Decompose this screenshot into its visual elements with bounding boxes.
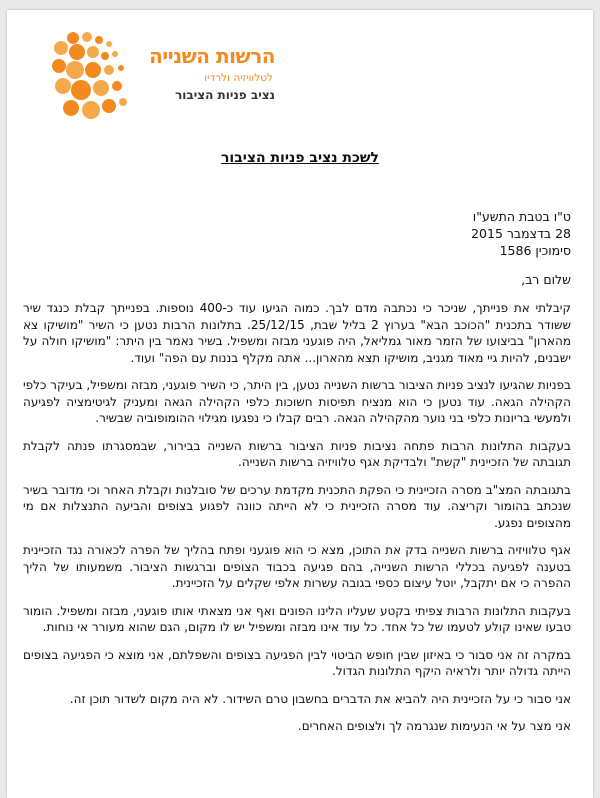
logo-tagline: נציב פניות הציבור — [175, 88, 275, 102]
paragraph: אגף טלוויזיה ברשות השנייה בדק את התוכן, מצא כי הוא פוגעני ופתח בהליך של הפרה לכאורה נגד הזכיינית בטענה לפגיעה בכללי הרשות השנייה, בהם פגיעה בכבוד הצופים וברגשות הציבור. משמעותו של הליך ההפרה כי אם יתקבל, יוטל עיצום כספי בגובה עשרות אלפי שקלים על הזכיינית. — [23, 543, 571, 590]
paragraph: קיבלתי את פנייתך, שניכר כי נכתבה מדם לבך. כמוה הגיעו עוד כ-400 נוספות. בפנייתך קבלת כנגד שיר ששודר בתכנית "הכוכב הבא" בערוץ 2 בליל שבת, 25/12/15. בתלונות הרבות נטען כי השיר "מושיקו צא מהארון" בביצועו של הזמר מאור גמליאל, היה פוגעני מבזה ומשפיל. בשיר נאמר בין היתר: "מושיקו חולה על ישבנים, להיות גיי מאוד מגניב, מושיקו תצא מהארון... אתה מקלף בננות עם הפה" ועוד. — [23, 301, 571, 365]
second-authority-logo — [51, 30, 275, 122]
letter-page — [7, 10, 593, 798]
paragraph: במקרה זה אני סבור כי באיזון שבין חופש הביטוי לבין הפגיעה בצופים והשפלתם, אני מוצא כי הפגיעה בצופים הייתה גדולה יותר ולראיה היקף התלונות הגדול. — [23, 647, 571, 678]
paragraph: בפניות שהגיעו לנציב פניות הציבור ברשות השנייה נטען, בין היתר, כי השיר פוגעני, מבזה ומשפיל, בעיקר כלפי הקהילה הגאה. עוד נטען כי הוא מנציח תפיסות חשוכות כלפי הקהילה הגאה ומעניק לגיטימציה לפגיעה ולמעשי בריונות כלפי בני נוער מהקהילה הגאה. רבים קבלו כי נפגעו מגילוי ההומופוביה שבשיר. — [23, 378, 571, 425]
greeting: שלום רב, — [521, 272, 571, 287]
paragraph: בעקבות התלונות הרבות פתחה נציבות פניות הציבור ברשות השנייה בבירור, שבמסגרתו פנתה לקבלת תגובתה של הזכיינית "קשת" ולבדיקת אגף טלוויזיה ברשות השנייה. — [23, 438, 571, 469]
reference-number: סימוכין 1586 — [499, 243, 571, 258]
letter-heading: לשכת נציב פניות הציבור — [220, 150, 380, 166]
paragraph: בעקבות התלונות הרבות צפיתי בקטע שעליו הלינו הפונים ואף אני מצאתי אותו פוגעני, מבזה ומשפיל. הומור טבעו שאינו קולע לטעמו של כל אחד. כל עוד אינו מבזה ומשפיל יש לו מקום, הגם שהוא מעורר אי נוחות. — [23, 603, 571, 634]
logo-subtitle: לטלוויזיה ולרדיו — [204, 72, 273, 84]
letter-body — [23, 300, 571, 746]
date-block — [471, 208, 571, 259]
logo-title: הרשות השנייה — [149, 44, 275, 68]
gregorian-date: 28 בדצמבר 2015 — [471, 226, 571, 241]
paragraph: אני סבור כי על הזכיינית היה להביא את הדברים בחשבון טרם השידור. לא היה מקום לשדור תוכן זה. — [69, 691, 571, 706]
hebrew-date: ט"ו בטבת התשע"ו — [472, 209, 571, 224]
paragraph: אני מצר על אי הנעימות שנגרמה לך ולצופים האחרים. — [297, 719, 571, 733]
paragraph: בתגובתה המצ"ב מסרה הזכיינית כי הפקת התכנית מקדמת ערכים של סובלנות וקבלת האחר וכי מדובר בשיר שנכתב בהומור וקריצה. עוד מסרה הזכיינית כי לא הייתה כוונה לפגוע בצופים והביעה התנצלות אם מי מהצופים נפגע. — [23, 482, 571, 530]
